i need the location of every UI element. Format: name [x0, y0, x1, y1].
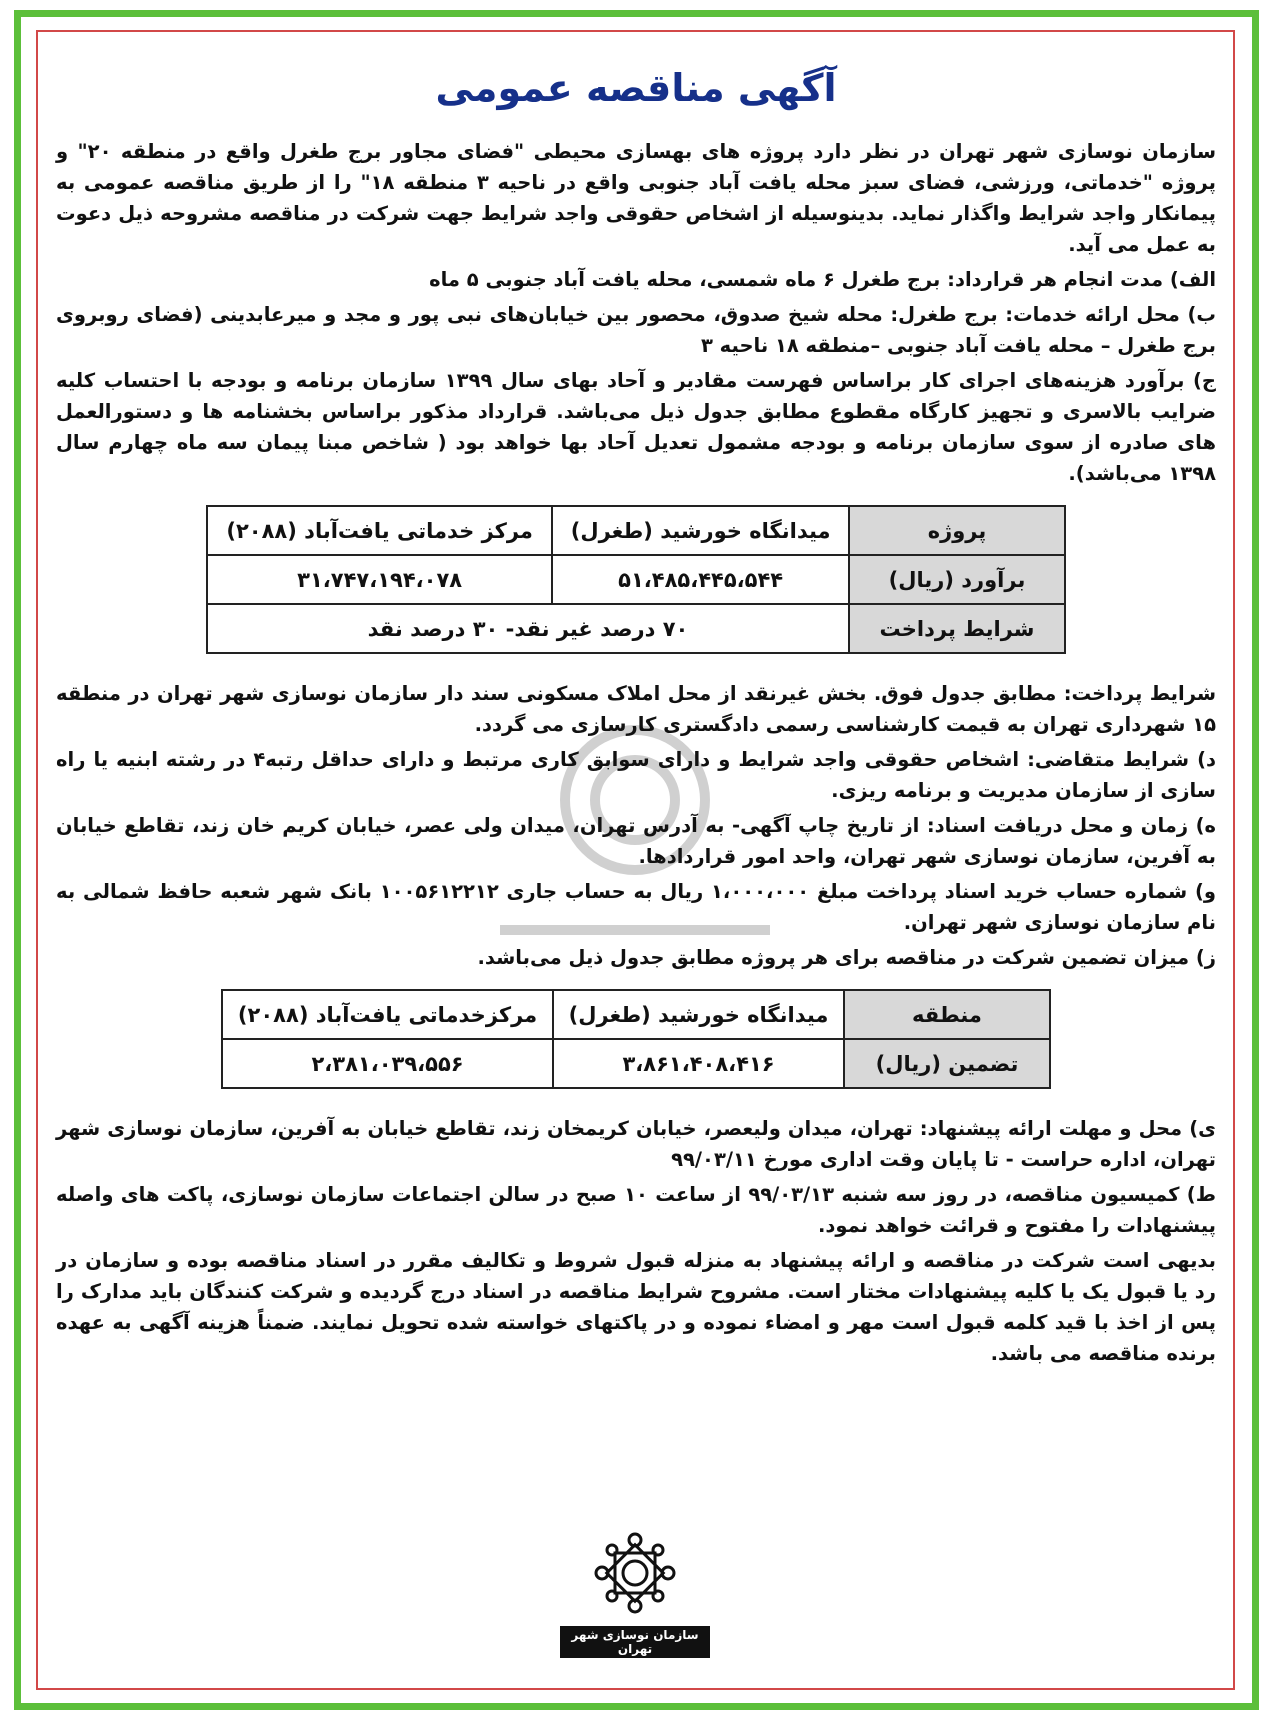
table-row — [222, 1039, 1050, 1088]
emblem-icon — [592, 1530, 678, 1616]
logo-label: سازمان نوسازی شهر تهران — [560, 1626, 710, 1658]
payment-terms: شرایط پرداخت: مطابق جدول فوق. بخش غیرنقد از محل املاک مسکونی سند دار سازمان نوسازی شهر تهران در منطقه ۱۵ شهرداری تهران به قیمت کارشناسی رسمی دادگستری کارسازی می گردد. — [56, 682, 1216, 736]
clause-dal: د) شرایط متقاضی: اشخاص حقوقی واجد شرایط و دارای سوابق کاری مرتبط و دارای حداقل رتبه۴ در رشته ابنیه یا راه سازی از سازمان مدیریت و برنامه ریزی. — [56, 748, 1217, 802]
estimate-value-b: ۳۱،۷۴۷،۱۹۴،۰۷۸ — [207, 555, 552, 604]
row-label-guarantee: تضمین (ریال) — [844, 1039, 1050, 1088]
guarantee-value-a: ۳،۸۶۱،۴۰۸،۴۱۶ — [553, 1039, 844, 1088]
intro-paragraph: سازمان نوسازی شهر تهران در نظر دارد پروژه های بهسازی محیطی "فضای مجاور برج طغرل واقع در منطقه ۲۰" و پروژه "خدماتی، ورزشی، فضای سبز محله یافت آباد جنوبی واقع در ناحیه ۳ منطقه ۱۸" را از طریق مناقصه عمومی به پیمانکار واجد شرایط واگذار نماید. بدینوسیله از اشخاص حقوقی واجد شرایط جهت شرکت در مناقصه مشروحه ذیل دعوت به عمل می آید. — [56, 140, 1217, 256]
clause-ta: ط) کمیسیون مناقصه، در روز سه شنبه ۹۹/۰۳/۱۳ از ساعت ۱۰ صبح در سالن اجتماعات سازمان نوسازی، پاکت های واصله پیشنهادات را مفتوح و قرائت خواهد نمود. — [56, 1183, 1216, 1237]
table-row — [207, 604, 1065, 653]
estimate-value-a: ۵۱،۴۸۵،۴۴۵،۵۴۴ — [552, 555, 849, 604]
guarantee-table — [221, 989, 1051, 1089]
estimate-table — [206, 505, 1066, 654]
clause-jim: ج) برآورد هزینه‌های اجرای کار براساس فهرست مقادیر و آحاد بهای سال ۱۳۹۹ سازمان برنامه و بودجه با احتساب کلیه ضرایب بالاسری و تجهیز کارگاه مقطوع مطابق جدول ذیل می‌باشد. قرارداد مذکور براساس بخشنامه ها و دستورالعمل های صادره از سوی سازمان برنامه و بودجه مشمول تعدیل آحاد بها خواهد بود ( شاخص مبنا پیمان سه ماه چهارم سال ۱۳۹۸ می‌باشد). — [56, 369, 1216, 485]
clause-vav: و) شماره حساب خرید اسناد پرداخت مبلغ ۱،۰۰۰،۰۰۰ ریال به حساب جاری ۱۰۰۵۶۱۲۲۱۲ بانک شهر شعبه حافظ شمالی به نام سازمان نوسازی شهر تهران. — [56, 880, 1217, 934]
clause-alef: الف) مدت انجام هر قرارداد: برج طغرل ۶ ماه شمسی، محله یافت آباد جنوبی ۵ ماه — [429, 268, 1216, 291]
header-region-b: مرکزخدماتی یافت‌آباد (۲۰۸۸) — [222, 990, 553, 1039]
closing-paragraph: بدیهی است شرکت در مناقصه و ارائه پیشنهاد به منزله قبول شروط و تکالیف مقرر در اسناد مناقصه بوده و سازمان در رد یا قبول یک یا کلیه پیشنهادات مختار است. مشروح شرایط مناقصه در اسناد درج گردیده و شرکت کنندگان باید مدارک را پس از اخذ با قید کلمه قبول است مهر و امضاء نموده و در پاکتهای خواسته شده تحویل نمایند. ضمناً هزینه آگهی به عهده برنده مناقصه می باشد. — [56, 1249, 1216, 1365]
header-region: منطقه — [844, 990, 1050, 1039]
header-project: پروژه — [849, 506, 1065, 555]
clause-ye: ی) محل و مهلت ارائه پیشنهاد: تهران، میدان ولیعصر، خیابان کریمخان زند، تقاطع خیابان به آفرین، سازمان نوسازی شهر تهران، اداره حراست - تا پایان وقت اداری مورخ ۹۹/۰۳/۱۱ — [56, 1117, 1216, 1171]
clause-be: ب) محل ارائه خدمات: برج طغرل: محله شیخ صدوق، محصور بین خیابان‌های نبی پور و مجد و میرعابدینی (فضای روبروی برج طغرل – محله یافت آباد جنوبی –منطقه ۱۸ ناحیه ۳ — [56, 303, 1216, 357]
clause-he: ه) زمان و محل دریافت اسناد: از تاریخ چاپ آگهی- به آدرس تهران، میدان ولی عصر، خیابان کریم خان زند، تقاطع خیابان به آفرین، سازمان نوسازی شهر تهران، واحد امور قراردادها. — [56, 814, 1216, 868]
row-label-payment: شرایط پرداخت — [849, 604, 1065, 653]
row-label-estimate: برآورد (ریال) — [849, 555, 1065, 604]
clause-ze: ز) میزان تضمین شرکت در مناقصه برای هر پروژه مطابق جدول ذیل می‌باشد. — [477, 946, 1216, 969]
payment-value: ۷۰ درصد غیر نقد- ۳۰ درصد نقد — [207, 604, 849, 653]
table-row — [222, 990, 1050, 1039]
organization-logo — [560, 1530, 710, 1658]
table-row — [207, 506, 1065, 555]
header-project-a: میدانگاه خورشید (طغرل) — [552, 506, 849, 555]
page-title: آگهی مناقصه عمومی — [435, 66, 837, 110]
header-region-a: میدانگاه خورشید (طغرل) — [553, 990, 844, 1039]
announcement-body — [56, 48, 1216, 1373]
header-project-b: مرکز خدماتی یافت‌آباد (۲۰۸۸) — [207, 506, 552, 555]
table-row — [207, 555, 1065, 604]
guarantee-value-b: ۲،۳۸۱،۰۳۹،۵۵۶ — [222, 1039, 553, 1088]
